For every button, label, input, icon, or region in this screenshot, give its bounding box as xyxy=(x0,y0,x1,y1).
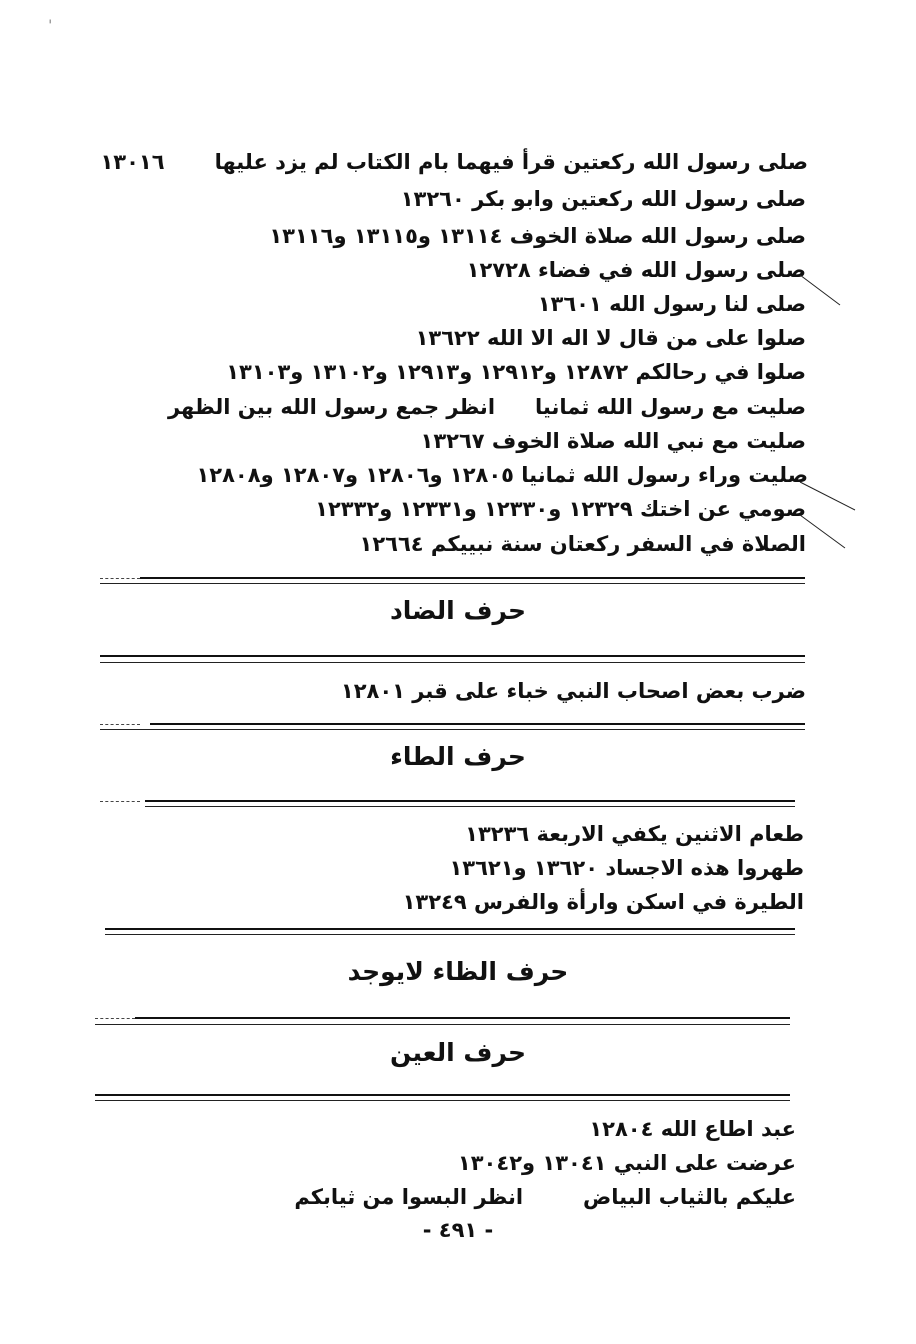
entry-line: صلوا على من قال لا اله الا الله ١٣٦٢٢ xyxy=(415,326,806,350)
section-rule xyxy=(95,1094,790,1096)
rule-dash xyxy=(95,1018,135,1019)
entry-line: طهروا هذه الاجساد ١٣٦٢٠ و١٣٦٢١ xyxy=(449,856,804,880)
entry-line: صومي عن اختك ١٢٣٢٩ و١٢٣٣٠ و١٢٣٣١ و١٢٣٣٢ xyxy=(315,497,806,521)
entry-line: صليت مع نبي الله صلاة الخوف ١٣٢٦٧ xyxy=(420,429,806,453)
entry-line: صليت مع رسول الله ثمانياانظر جمع رسول الله بين الظهر xyxy=(167,395,806,419)
section-rule xyxy=(105,934,795,935)
section-rule xyxy=(145,806,795,807)
entry-line: صلى لنا رسول الله ١٣٦٠١ xyxy=(537,292,806,316)
section-rule xyxy=(135,1017,790,1019)
entry-line: صلى رسول الله ركعتين وابو بكر ١٣٢٦٠ xyxy=(400,187,806,211)
section-rule xyxy=(100,662,805,663)
section-rule xyxy=(100,583,805,584)
section-heading: حرف الضاد xyxy=(389,596,527,625)
section-heading: حرف الطاء xyxy=(390,742,526,771)
entry-line: الصلاة في السفر ركعتان سنة نبييكم ١٢٦٦٤ xyxy=(359,532,806,556)
entry-line: صليت وراء رسول الله ثمانيا ١٢٨٠٥ و١٢٨٠٦ و١٢٨٠٧ و١٢٨٠٨ xyxy=(196,463,808,487)
entry-line: صلى رسول الله في فضاء ١٢٧٢٨ xyxy=(466,258,806,282)
section-rule xyxy=(100,655,805,657)
rule-dash xyxy=(100,578,140,579)
rule-dash xyxy=(100,724,140,725)
section-rule xyxy=(100,729,805,730)
entry-line: صلى رسول الله ركعتين قرأ فيهما بام الكتاب لم يزد عليها١٣٠١٦ xyxy=(100,150,808,174)
section-rule xyxy=(105,928,795,930)
section-heading: حرف العين xyxy=(389,1038,527,1067)
section-rule xyxy=(95,1100,790,1101)
page-number: - ٤٩١ - xyxy=(422,1218,494,1242)
entry-line: صلى رسول الله صلاة الخوف ١٣١١٤ و١٣١١٥ و١٣١١٦ xyxy=(269,224,806,248)
entry-line: صلوا في رحالكم ١٢٨٧٢ و١٢٩١٢ و١٢٩١٣ و١٣١٠٢ و١٣١٠٣ xyxy=(226,360,806,384)
entry-line: طعام الاثنين يكفي الاربعة ١٣٢٣٦ xyxy=(465,822,804,846)
corner-mark: ' xyxy=(46,18,55,34)
rule-dash xyxy=(100,801,140,802)
section-rule xyxy=(140,577,805,579)
entry-line: عبد اطاع الله ١٢٨٠٤ xyxy=(589,1117,796,1141)
section-rule xyxy=(150,723,805,725)
entry-line: عرضت على النبي ١٣٠٤١ و١٣٠٤٢ xyxy=(457,1151,796,1175)
section-rule xyxy=(145,800,795,802)
section-rule xyxy=(95,1024,790,1025)
section-heading: حرف الظاء لايوجد xyxy=(347,957,569,986)
entry-line: ضرب بعض اصحاب النبي خباء على قبر ١٢٨٠١ xyxy=(340,679,806,703)
entry-line: عليكم بالثياب البياضانظر البسوا من ثيابكم xyxy=(294,1185,796,1209)
entry-line: الطيرة في اسكن وارأة والفرس ١٣٢٤٩ xyxy=(402,890,804,914)
